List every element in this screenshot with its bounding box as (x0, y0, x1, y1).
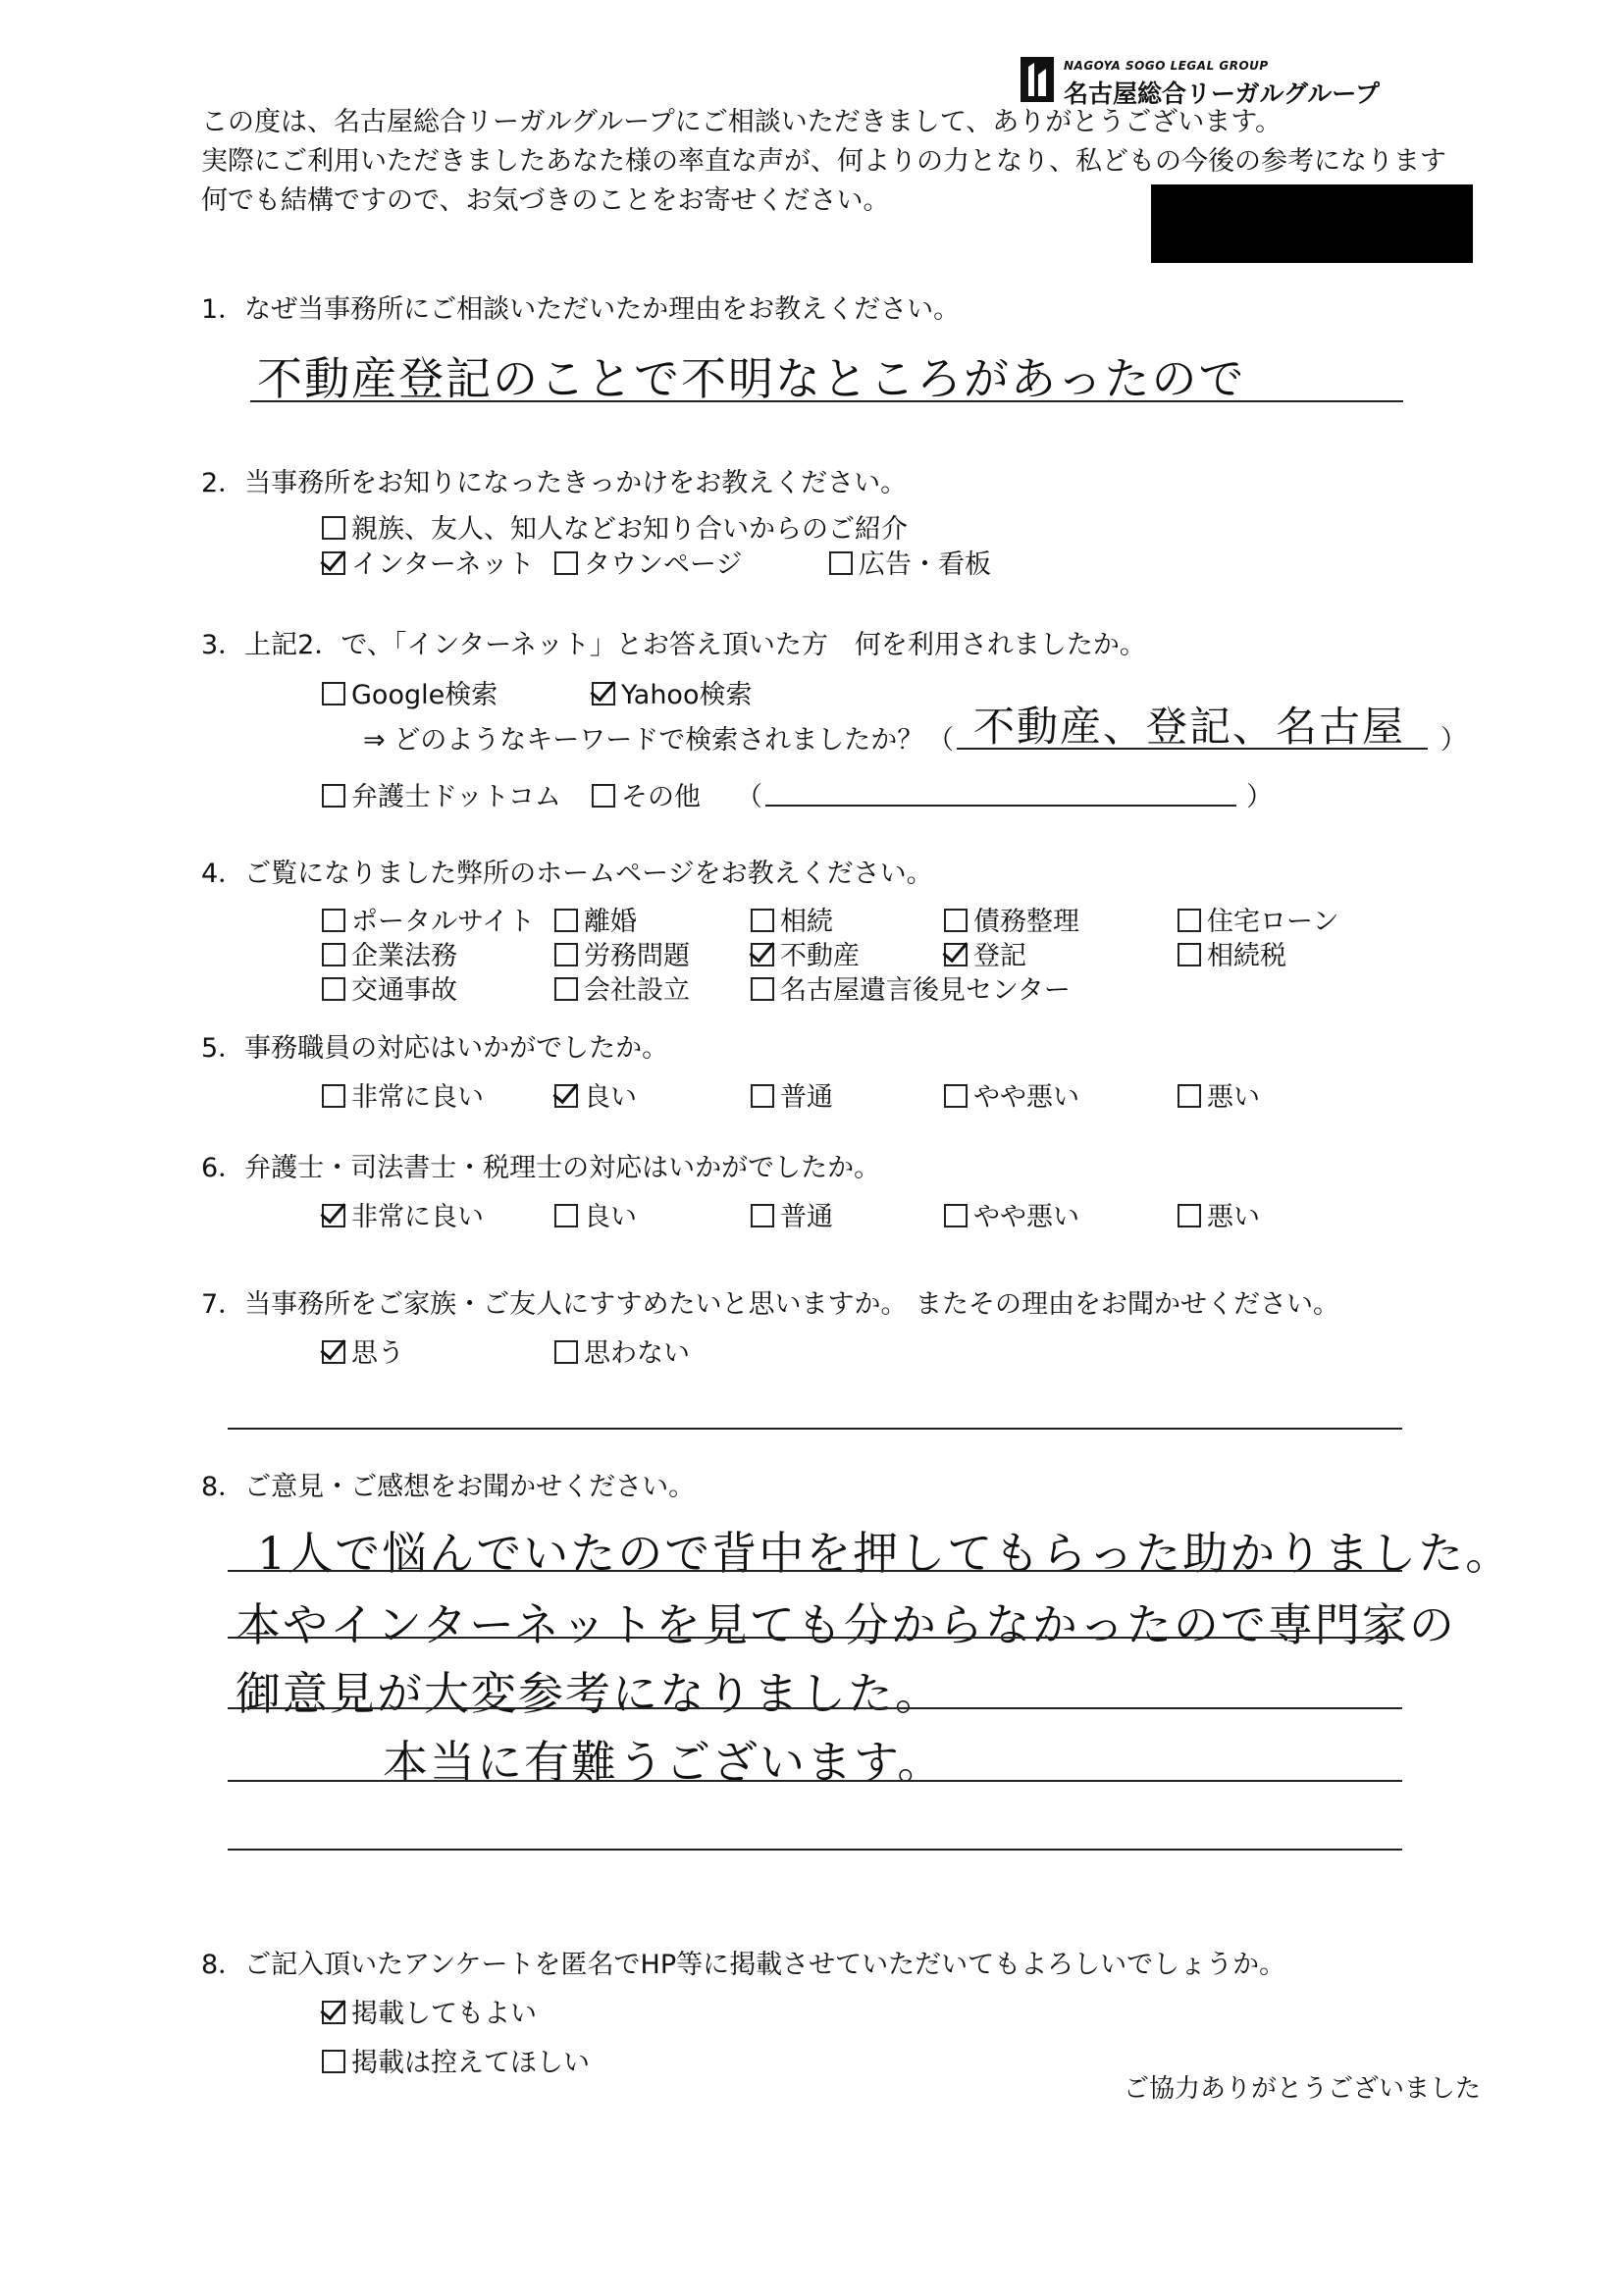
option-internet[interactable]: インターネット (322, 543, 535, 581)
staff-somewhat-bad[interactable]: やや悪い (944, 1075, 1079, 1114)
keyword-line (957, 748, 1428, 750)
option-other[interactable]: その他 (592, 775, 701, 813)
option-labor[interactable]: 労務問題 (554, 934, 690, 972)
comment-line-3-handwritten[interactable]: 御意見が大変参考になりました。 (236, 1667, 942, 1720)
checkbox-icon[interactable] (322, 516, 345, 540)
question-2: 2．当事務所をお知りになったきっかけをお教えください。 (201, 468, 908, 498)
lawyer-good[interactable]: 良い (554, 1195, 637, 1233)
checkbox-icon[interactable] (944, 1204, 968, 1227)
keyword-question: ⇒ どのようなキーワードで検索されましたか？ (363, 725, 924, 756)
logo-japanese: 名古屋総合リーガルグループ (1064, 79, 1381, 108)
option-bengoshi-com[interactable]: 弁護士ドットコム (322, 775, 561, 813)
staff-good[interactable]: 良い (554, 1075, 637, 1114)
intro-line: 実際にご利用いただきましたあなた様の率直な声が、何よりの力となり、私どもの今後の参考になります (201, 146, 1446, 177)
question-8: 8．ご意見・ご感想をお聞かせください。 (201, 1472, 696, 1502)
option-divorce[interactable]: 離婚 (554, 900, 637, 938)
checkbox-icon[interactable] (1178, 943, 1201, 966)
publish-decline[interactable]: 掲載は控えてほしい (322, 2041, 590, 2079)
question-1: 1．なぜ当事務所にご相談いただいたか理由をお教えください。 (201, 294, 961, 325)
option-advertising[interactable]: 広告・看板 (829, 543, 991, 581)
option-yahoo[interactable]: Yahoo検索 (592, 673, 752, 711)
company-logo (1021, 55, 1442, 110)
checkbox-icon[interactable] (829, 551, 853, 575)
intro-line: この度は、名古屋総合リーガルグループにご相談いただきまして、ありがとうございます。 (201, 107, 1283, 137)
publish-ok[interactable]: 掲載してもよい (322, 1992, 537, 2030)
checkbox-checked-icon[interactable] (944, 943, 968, 966)
checkbox-icon[interactable] (592, 784, 615, 808)
option-portal-site[interactable]: ポータルサイト (322, 900, 535, 938)
lawyer-bad[interactable]: 悪い (1178, 1195, 1260, 1233)
checkbox-icon[interactable] (1178, 1084, 1201, 1108)
lawyer-very-good[interactable]: 非常に良い (322, 1195, 484, 1233)
checkbox-icon[interactable] (554, 977, 578, 1001)
comment-line (228, 1707, 1402, 1709)
comment-line (228, 1637, 1402, 1639)
checkbox-icon[interactable] (554, 909, 578, 932)
logo-english: NAGOYA SOGO LEGAL GROUP (1064, 59, 1269, 73)
checkbox-icon[interactable] (554, 1340, 578, 1364)
checkbox-icon[interactable] (322, 977, 345, 1001)
comment-line-4-handwritten[interactable]: 本当に有難うございます。 (383, 1736, 945, 1789)
staff-bad[interactable]: 悪い (1178, 1075, 1260, 1114)
checkbox-checked-icon[interactable] (322, 551, 345, 575)
option-corporate-law[interactable]: 企業法務 (322, 934, 457, 972)
checkbox-checked-icon[interactable] (554, 1084, 578, 1108)
staff-normal[interactable]: 普通 (751, 1075, 833, 1114)
lawyer-somewhat-bad[interactable]: やや悪い (944, 1195, 1079, 1233)
option-google[interactable]: Google検索 (322, 673, 497, 711)
comment-line (228, 1849, 1402, 1851)
comment-line (228, 1570, 1402, 1572)
recommend-no[interactable]: 思わない (554, 1331, 690, 1370)
checkbox-icon[interactable] (322, 1084, 345, 1108)
checkbox-icon[interactable] (1178, 909, 1201, 932)
checkbox-icon[interactable] (751, 1204, 774, 1227)
question-5: 5．事務職員の対応はいかがでしたか。 (201, 1033, 669, 1064)
question-4: 4．ご覧になりました弊所のホームページをお教えください。 (201, 859, 933, 889)
lawyer-normal[interactable]: 普通 (751, 1195, 833, 1233)
option-inheritance[interactable]: 相続 (751, 900, 833, 938)
paren-close: ） (1246, 782, 1273, 812)
checkbox-icon[interactable] (322, 682, 345, 705)
paren-close: ） (1440, 725, 1467, 756)
keyword-answer-handwritten[interactable]: 不動産、登記、名古屋 (973, 703, 1406, 751)
checkbox-checked-icon[interactable] (322, 2001, 345, 2024)
checkbox-icon[interactable] (554, 551, 578, 575)
option-real-estate[interactable]: 不動産 (751, 934, 860, 972)
checkbox-icon[interactable] (322, 909, 345, 932)
question-6: 6．弁護士・司法書士・税理士の対応はいかがでしたか。 (201, 1153, 881, 1183)
checkbox-icon[interactable] (751, 977, 774, 1001)
option-traffic-accident[interactable]: 交通事故 (322, 968, 457, 1007)
question-7: 7．当事務所をご家族・ご友人にすすめたいと思いますか。 またその理由をお聞かせください。 (201, 1289, 1340, 1320)
option-company-setup[interactable]: 会社設立 (554, 968, 690, 1007)
checkbox-icon[interactable] (944, 909, 968, 932)
paren-open: （ (736, 782, 762, 812)
checkbox-checked-icon[interactable] (592, 682, 615, 705)
comment-line-2-handwritten[interactable]: 本やインターネットを見ても分からなかったので専門家の (236, 1598, 1456, 1651)
option-townpage[interactable]: タウンページ (554, 543, 742, 581)
checkbox-icon[interactable] (751, 909, 774, 932)
option-inheritance-tax[interactable]: 相続税 (1178, 934, 1286, 972)
intro-line: 何でも結構ですので、お気づきのことをお寄せください。 (201, 185, 890, 216)
answer-line (250, 400, 1403, 402)
option-registration[interactable]: 登記 (944, 934, 1026, 972)
checkbox-icon[interactable] (322, 2050, 345, 2073)
option-referral[interactable]: 親族、友人、知人などお知り合いからのご紹介 (322, 507, 908, 546)
comment-line-1-handwritten[interactable]: 1人で悩んでいたので背中を押してもらった助かりました。 (257, 1527, 1513, 1580)
option-debt[interactable]: 債務整理 (944, 900, 1079, 938)
checkbox-icon[interactable] (751, 1084, 774, 1108)
answer-1-handwritten[interactable]: 不動産登記のことで不明なところがあったので (257, 352, 1246, 405)
checkbox-checked-icon[interactable] (322, 1340, 345, 1364)
reason-line[interactable] (228, 1428, 1402, 1430)
checkbox-icon[interactable] (322, 943, 345, 966)
question-publication: 8．ご記入頂いたアンケートを匿名でHP等に掲載させていただいてもよろしいでしょうか。 (201, 1950, 1286, 1980)
checkbox-icon[interactable] (944, 1084, 968, 1108)
option-mortgage[interactable]: 住宅ローン (1178, 900, 1338, 938)
checkbox-icon[interactable] (1178, 1204, 1201, 1227)
checkbox-checked-icon[interactable] (322, 1204, 345, 1227)
staff-very-good[interactable]: 非常に良い (322, 1075, 484, 1114)
recommend-yes[interactable]: 思う (322, 1331, 404, 1370)
paren-open: （ (927, 725, 954, 756)
checkbox-icon[interactable] (554, 1204, 578, 1227)
comment-line (228, 1780, 1402, 1782)
thank-you-text: ご協力ありがとうございました (1123, 2074, 1481, 2104)
checkbox-icon[interactable] (554, 943, 578, 966)
checkbox-icon[interactable] (322, 784, 345, 808)
other-input-line[interactable] (765, 805, 1236, 807)
redaction-block (1151, 184, 1473, 263)
checkbox-checked-icon[interactable] (751, 943, 774, 966)
option-nagoya-will-center[interactable]: 名古屋遺言後見センター (751, 968, 1071, 1007)
logo-mark-icon (1021, 57, 1054, 102)
question-3: 3．上記2．で、「インターネット」とお答え頂いた方 何を利用されましたか。 (201, 630, 1146, 660)
